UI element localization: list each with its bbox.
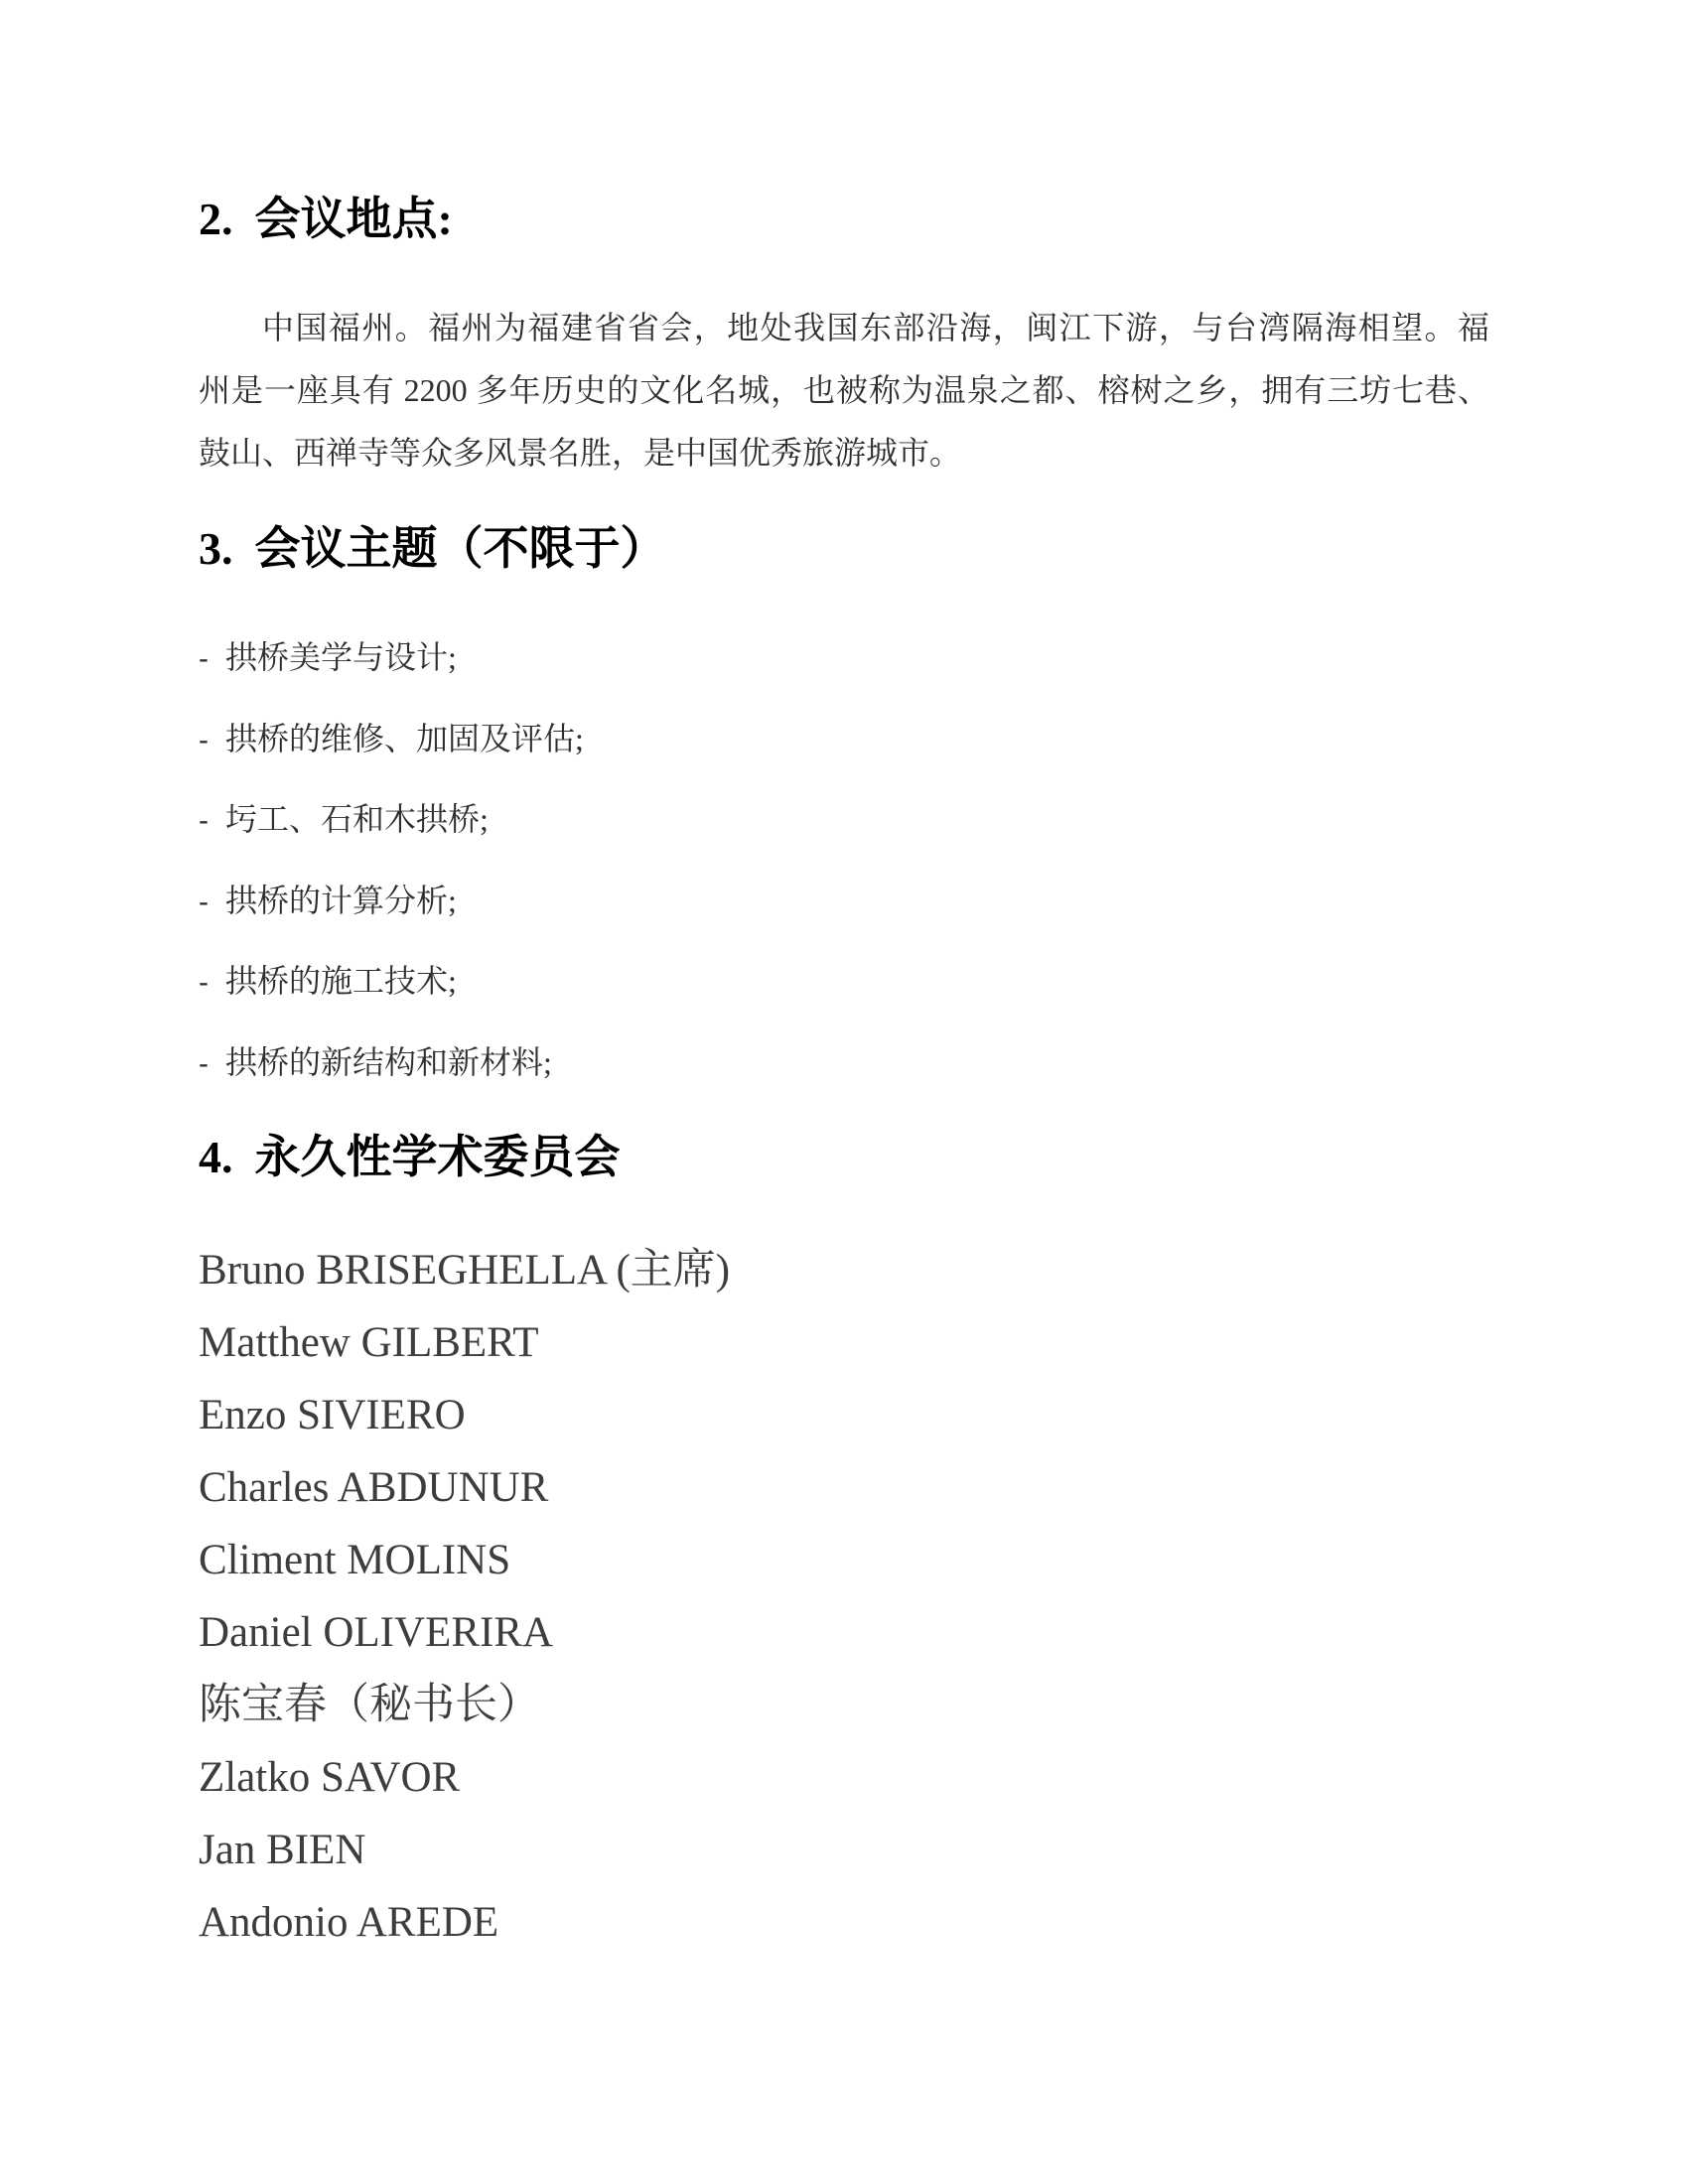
committee-member: Enzo SIVIERO bbox=[199, 1392, 466, 1438]
topic-text: 拱桥的计算分析; bbox=[225, 883, 457, 918]
committee-member: Andonio AREDE bbox=[199, 1899, 499, 1946]
dash-bullet: - bbox=[199, 724, 209, 756]
dash-bullet: - bbox=[199, 886, 209, 918]
section-number: 3. bbox=[199, 523, 233, 574]
section-heading-committee bbox=[199, 1133, 621, 1183]
section-title: 会议地点: bbox=[254, 194, 453, 244]
dash-bullet: - bbox=[199, 1047, 209, 1080]
section-title: 永久性学术委员会 bbox=[254, 1132, 621, 1182]
section-title: 会议主题（不限于） bbox=[254, 523, 666, 574]
committee-member: Matthew GILBERT bbox=[199, 1319, 539, 1366]
topic-text: 圬工、石和木拱桥; bbox=[225, 801, 489, 837]
topic-item bbox=[199, 1040, 552, 1086]
venue-paragraph bbox=[199, 297, 1489, 484]
committee-member: 陈宝春（秘书长） bbox=[199, 1682, 540, 1728]
paragraph-line: 州是一座具有 2200 多年历史的文化名城，也被称为温泉之都、榕树之乡，拥有三坊七巷、 bbox=[199, 372, 1489, 408]
topic-text: 拱桥的新结构和新材料; bbox=[225, 1044, 552, 1080]
dash-bullet: - bbox=[199, 642, 209, 675]
topic-item bbox=[199, 959, 457, 1005]
section-heading-topics bbox=[199, 524, 666, 575]
dash-bullet: - bbox=[199, 966, 209, 999]
section-number: 2. bbox=[199, 194, 233, 244]
committee-member: Zlatko SAVOR bbox=[199, 1754, 461, 1801]
committee-member: Bruno BRISEGHELLA (主席) bbox=[199, 1247, 731, 1294]
committee-member: Climent MOLINS bbox=[199, 1537, 511, 1583]
committee-member: Daniel OLIVERIRA bbox=[199, 1609, 554, 1656]
dash-bullet: - bbox=[199, 804, 209, 837]
topic-item bbox=[199, 635, 457, 681]
paragraph-line: 中国福州。福州为福建省省会，地处我国东部沿海，闽江下游，与台湾隔海相望。福 bbox=[262, 310, 1489, 345]
committee-member: Jan BIEN bbox=[199, 1827, 366, 1873]
topic-text: 拱桥的维修、加固及评估; bbox=[225, 721, 584, 756]
paragraph-line: 鼓山、西禅寺等众多风景名胜，是中国优秀旅游城市。 bbox=[199, 435, 962, 471]
section-number: 4. bbox=[199, 1132, 233, 1182]
committee-member: Charles ABDUNUR bbox=[199, 1464, 549, 1511]
topic-item bbox=[199, 717, 584, 762]
topic-item bbox=[199, 797, 489, 843]
topic-text: 拱桥美学与设计; bbox=[225, 639, 457, 675]
topic-item bbox=[199, 879, 457, 924]
topic-text: 拱桥的施工技术; bbox=[225, 963, 457, 999]
section-heading-venue bbox=[199, 195, 453, 245]
